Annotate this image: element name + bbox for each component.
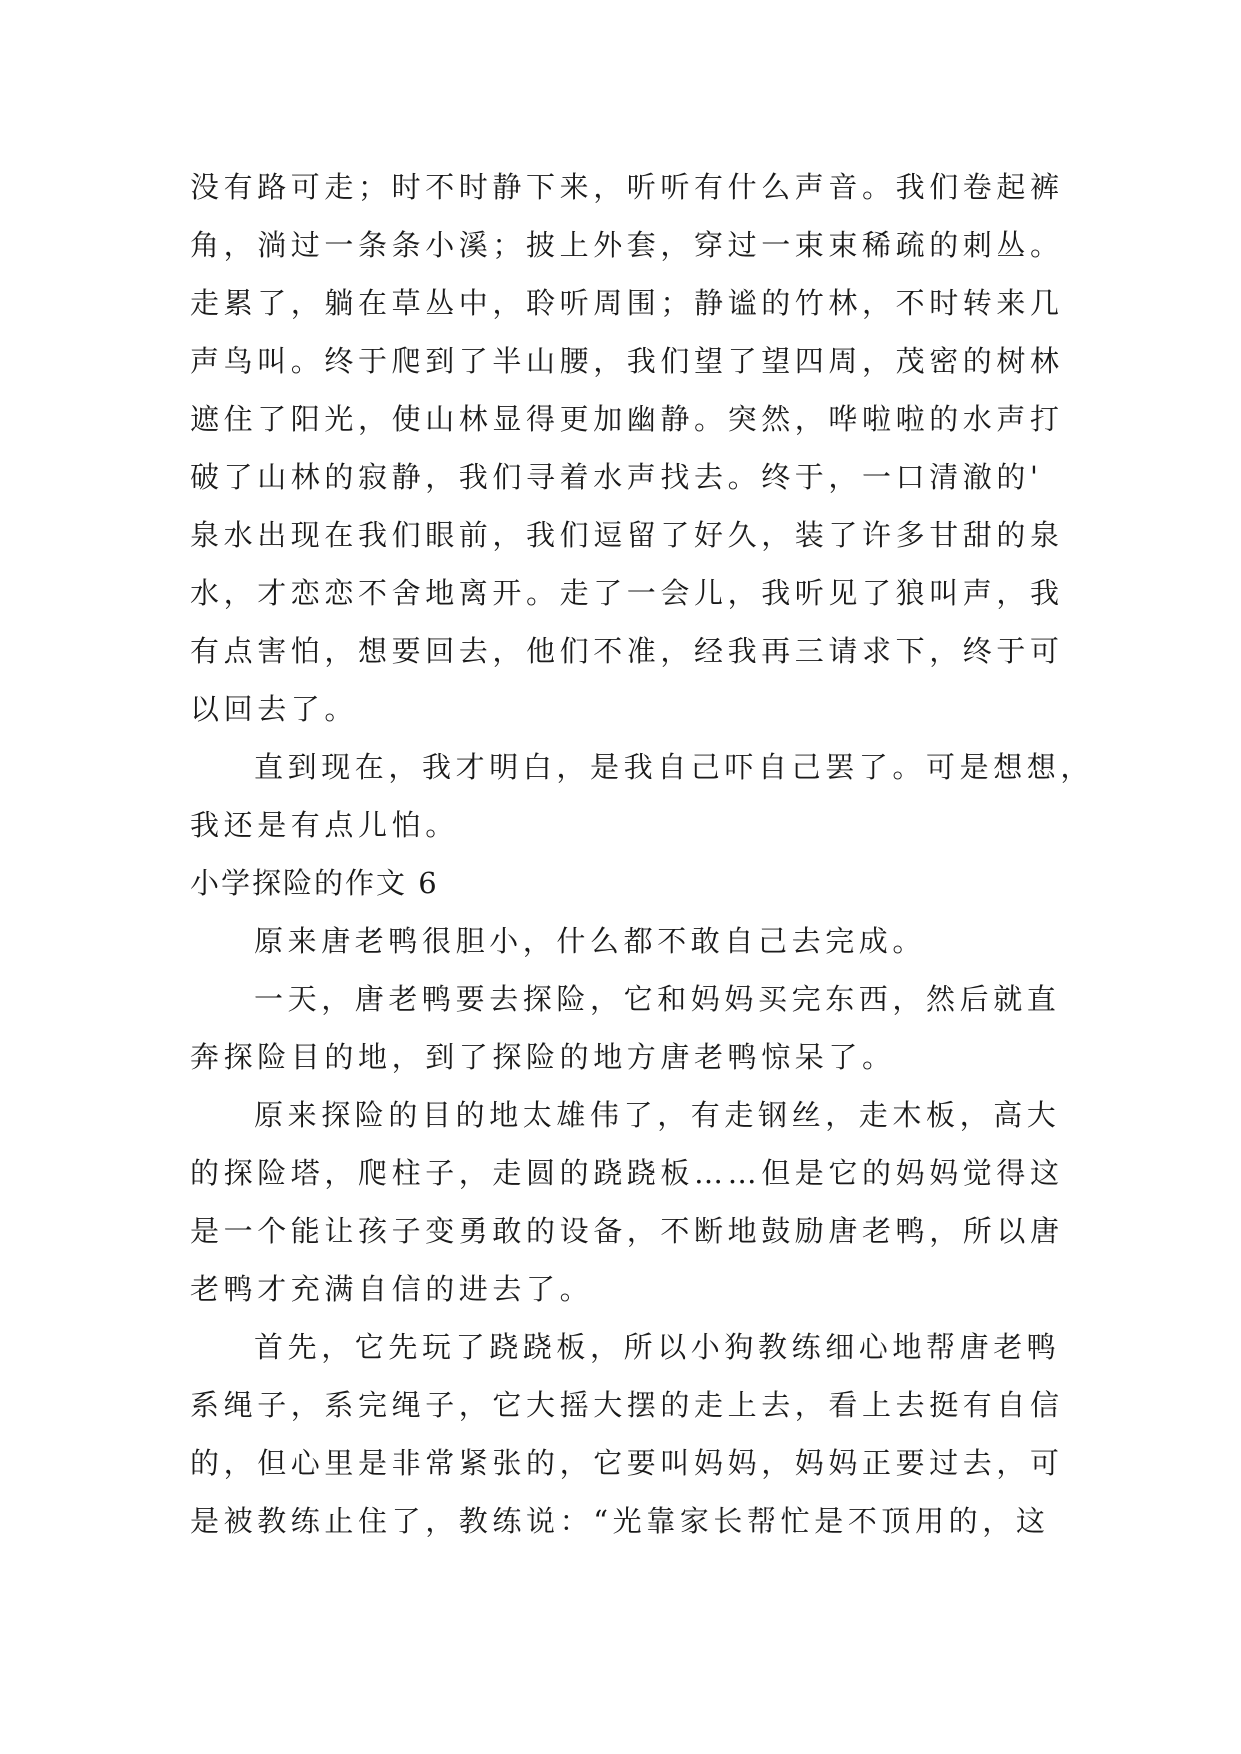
paragraph-first-line: 首先，它先玩了跷跷板，所以小狗教练细心地帮唐老鸭 (254, 1330, 1061, 1364)
text-line: 水，才恋恋不舍地离开。走了一会儿，我听见了狼叫声，我 (190, 576, 1064, 610)
text-line: 系绳子，系完绳子，它大摇大摆的走上去，看上去挺有自信 (190, 1388, 1064, 1422)
text-line: 奔探险目的地，到了探险的地方唐老鸭惊呆了。 (190, 1040, 896, 1074)
text-line: 是被教练止住了，教练说：“光靠家长帮忙是不顶用的，这 (190, 1504, 1050, 1538)
text-line: 是一个能让孩子变勇敢的设备，不断地鼓励唐老鸭，所以唐 (190, 1214, 1064, 1248)
text-line: 的探险塔，爬柱子，走圆的跷跷板……但是它的妈妈觉得这 (190, 1156, 1064, 1190)
text-line: 角，淌过一条条小溪；披上外套，穿过一束束稀疏的刺丛。 (190, 228, 1064, 262)
text-line: 以回去了。 (190, 692, 359, 726)
paragraph-first-line: 原来探险的目的地太雄伟了，有走钢丝，走木板，高大 (254, 1098, 1061, 1132)
text-line: 走累了，躺在草丛中，聆听周围；静谧的竹林，不时转来几 (190, 286, 1064, 320)
paragraph-first-line: 直到现在，我才明白，是我自己吓自己罢了。可是想想， (254, 750, 1095, 784)
text-line: 声鸟叫。终于爬到了半山腰，我们望了望四周，茂密的树林 (190, 344, 1064, 378)
paragraph-first-line: 原来唐老鸭很胆小，什么都不敢自己去完成。 (254, 924, 927, 958)
text-line: 没有路可走；时不时静下来，听听有什么声音。我们卷起裤 (190, 170, 1064, 204)
text-line: 泉水出现在我们眼前，我们逗留了好久，装了许多甘甜的泉 (190, 518, 1064, 552)
text-line: 的，但心里是非常紧张的，它要叫妈妈，妈妈正要过去，可 (190, 1446, 1064, 1480)
text-line: 遮住了阳光，使山林显得更加幽静。突然，哗啦啦的水声打 (190, 402, 1064, 436)
text-line: 有点害怕，想要回去，他们不准，经我再三请求下，终于可 (190, 634, 1064, 668)
section-heading: 小学探险的作文 6 (190, 866, 439, 900)
text-line: 我还是有点儿怕。 (190, 808, 459, 842)
document-body (190, 158, 1095, 1550)
text-line: 老鸭才充满自信的进去了。 (190, 1272, 594, 1306)
text-line: 破了山林的寂静，我们寻着水声找去。终于，一口清澈的' (190, 460, 1043, 494)
paragraph-first-line: 一天，唐老鸭要去探险，它和妈妈买完东西，然后就直 (254, 982, 1061, 1016)
